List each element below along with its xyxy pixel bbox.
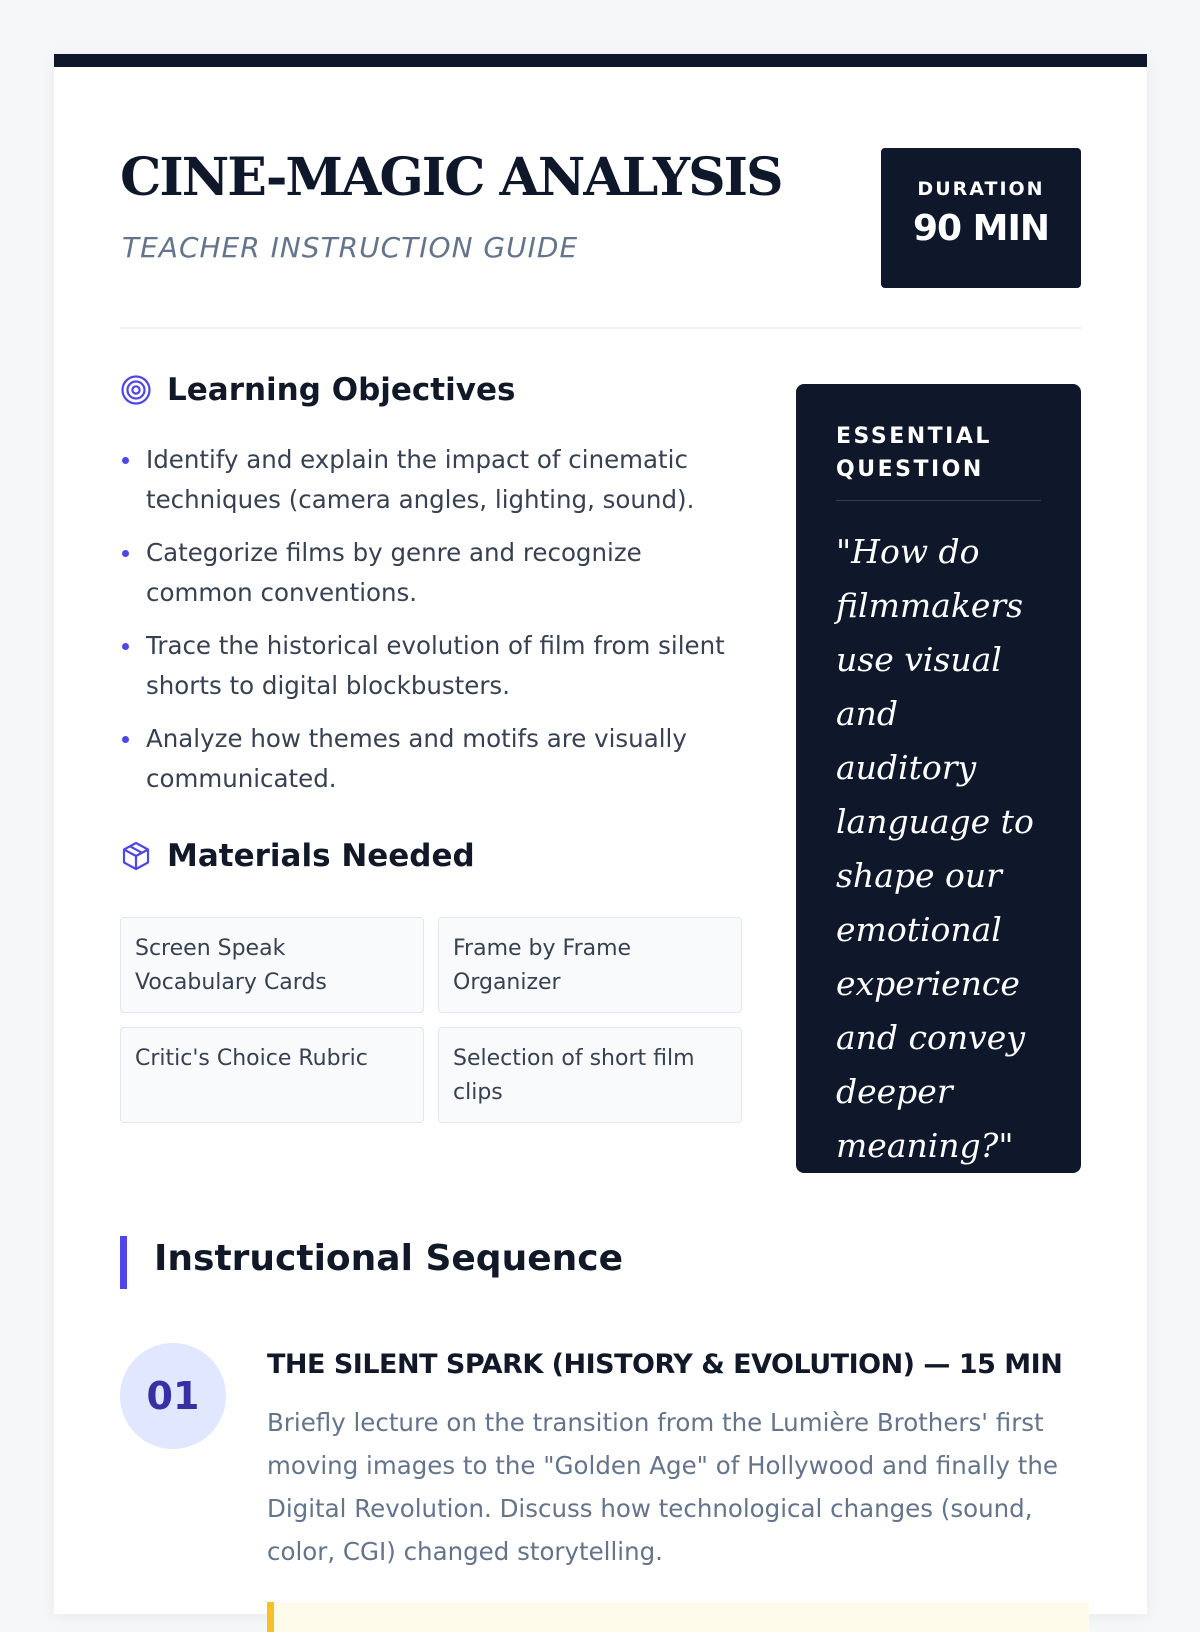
duration-value: 90 MIN (913, 208, 1049, 249)
page-subtitle: TEACHER INSTRUCTION GUIDE (122, 231, 579, 264)
materials-heading (120, 838, 475, 874)
duration-badge (881, 148, 1081, 288)
material-item: Selection of short film clips (438, 1027, 742, 1123)
sequence-title: Instructional Sequence (154, 1238, 624, 1279)
essential-question-panel (796, 384, 1081, 1173)
objective-item: Identify and explain the impact of cinematic techniques (camera angles, lighting, sound). (120, 440, 750, 520)
objective-item: Trace the historical evolution of film from silent shorts to digital blockbusters. (120, 626, 750, 706)
duration-label: DURATION (917, 178, 1045, 200)
essential-question-label: ESSENTIAL QUESTION (836, 424, 992, 482)
objective-item: Analyze how themes and motifs are visually communicated. (120, 719, 750, 799)
lesson-card (54, 54, 1147, 1614)
step-number-badge: 01 (120, 1343, 226, 1449)
objectives-heading (120, 372, 515, 408)
essential-question-divider (836, 500, 1041, 501)
materials-grid (120, 917, 742, 1123)
step-title: THE SILENT SPARK (HISTORY & EVOLUTION) — 15 MIN (267, 1349, 1063, 1380)
page-title: CINE-MAGIC ANALYSIS (120, 147, 782, 208)
section-accent-bar (120, 1236, 127, 1289)
material-item: Screen Speak Vocabulary Cards (120, 917, 424, 1013)
materials-title: Materials Needed (167, 838, 475, 874)
target-icon (120, 374, 152, 406)
material-item: Frame by Frame Organizer (438, 917, 742, 1013)
objective-item: Categorize films by genre and recognize common conventions. (120, 533, 750, 613)
objectives-list (120, 440, 750, 812)
essential-question-text: "How do filmmakers use visual and auditory language to shape our emotional experience and convey deeper meaning?" (836, 532, 1034, 1165)
objectives-title: Learning Objectives (167, 372, 516, 408)
step-note-callout (267, 1602, 1089, 1632)
header-divider (120, 327, 1081, 329)
material-item: Critic's Choice Rubric (120, 1027, 424, 1123)
package-icon (120, 840, 152, 872)
step-description: Briefly lecture on the transition from the Lumière Brothers' first moving images to the "Golden Age" of Hollywood and finally the Digital Revolution. Discuss how technological changes (sound, color, CGI) changed storytelling. (267, 1408, 1058, 1566)
